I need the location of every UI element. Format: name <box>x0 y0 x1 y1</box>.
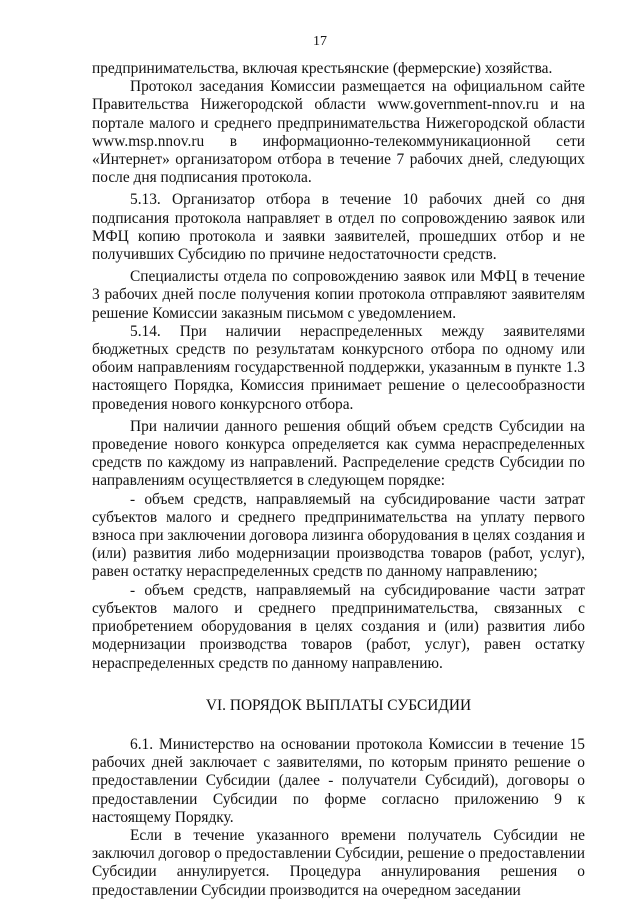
paragraph: - объем средств, направляемый на субсидирование части затрат субъектов малого и среднего предпринимательства на уплату первого взноса при заключении договора лизинга оборудования в целях создания и (или) развития либо модернизации производства товаров (работ, услуг), равен остатку нераспределенных средств по данному направлению; <box>92 490 585 581</box>
paragraph: предпринимательства, включая крестьянские (фермерские) хозяйства. <box>92 60 553 77</box>
paragraph: При наличии данного решения общий объем средств Субсидии на проведение нового конкурса определяется как сумма нераспределенных средств по каждому из направлений. Распределение средств Субсидии по направлениям осуществляется в следующем порядке: <box>92 417 585 490</box>
paragraph: - объем средств, направляемый на субсидирование части затрат субъектов малого и среднего предпринимательства, связанных с приобретением оборудования в целях создания и (или) развития либо модернизации производства товаров (работ, услуг), равен остатку нераспределенных средств по данному направлению. <box>92 581 585 672</box>
paragraph: 5.13. Организатор отбора в течение 10 рабочих дней со дня подписания протокола направляет в отдел по сопровождению заявок или МФЦ копию протокола и заявки заявителей, прошедших отбор и не получивших Субсидию по причине недостаточности средств. <box>92 191 585 264</box>
paragraph: Если в течение указанного времени получатель Субсидии не заключил договор о предоставлении Субсидии, решение о предоставлении Субсидии аннулируется. Процедура аннулирования решения о предоставлении Субсидии производится на очередном заседании <box>92 826 585 899</box>
section-heading: VI. ПОРЯДОК ВЫПЛАТЫ СУБСИДИИ <box>205 696 472 714</box>
document-body <box>92 60 585 900</box>
paragraph: 6.1. Министерство на основании протокола Комиссии в течение 15 рабочих дней заключает с заявителями, по которым принято решение о предоставлении Субсидии (далее - получатели Субсидий), договоры о предоставлении Субсидии по форме согласно приложению 9 к настоящему Порядку. <box>92 735 585 826</box>
paragraph: Протокол заседания Комиссии размещается на официальном сайте Правительства Нижегородской области www.government-nnov.ru и на портале малого и среднего предпринимательства Нижегородской области www.msp.nnov.ru в информационно-телекоммуникационной сети «Интернет» организатором отбора в течение 7 рабочих дней, следующих после дня подписания протокола. <box>92 78 585 187</box>
paragraph: 5.14. При наличии нераспределенных между заявителями бюджетных средств по результатам конкурсного отбора по одному или обоим направлениям государственной поддержки, указанным в пункте 1.3 настоящего Порядка, Комиссия принимает решение о целесообразности проведения нового конкурсного отбора. <box>92 322 585 413</box>
page-number: 17 <box>313 34 327 49</box>
paragraph: Специалисты отдела по сопровождению заявок или МФЦ в течение 3 рабочих дней после получения копии протокола отправляют заявителям решение Комиссии заказным письмом с уведомлением. <box>92 268 585 322</box>
